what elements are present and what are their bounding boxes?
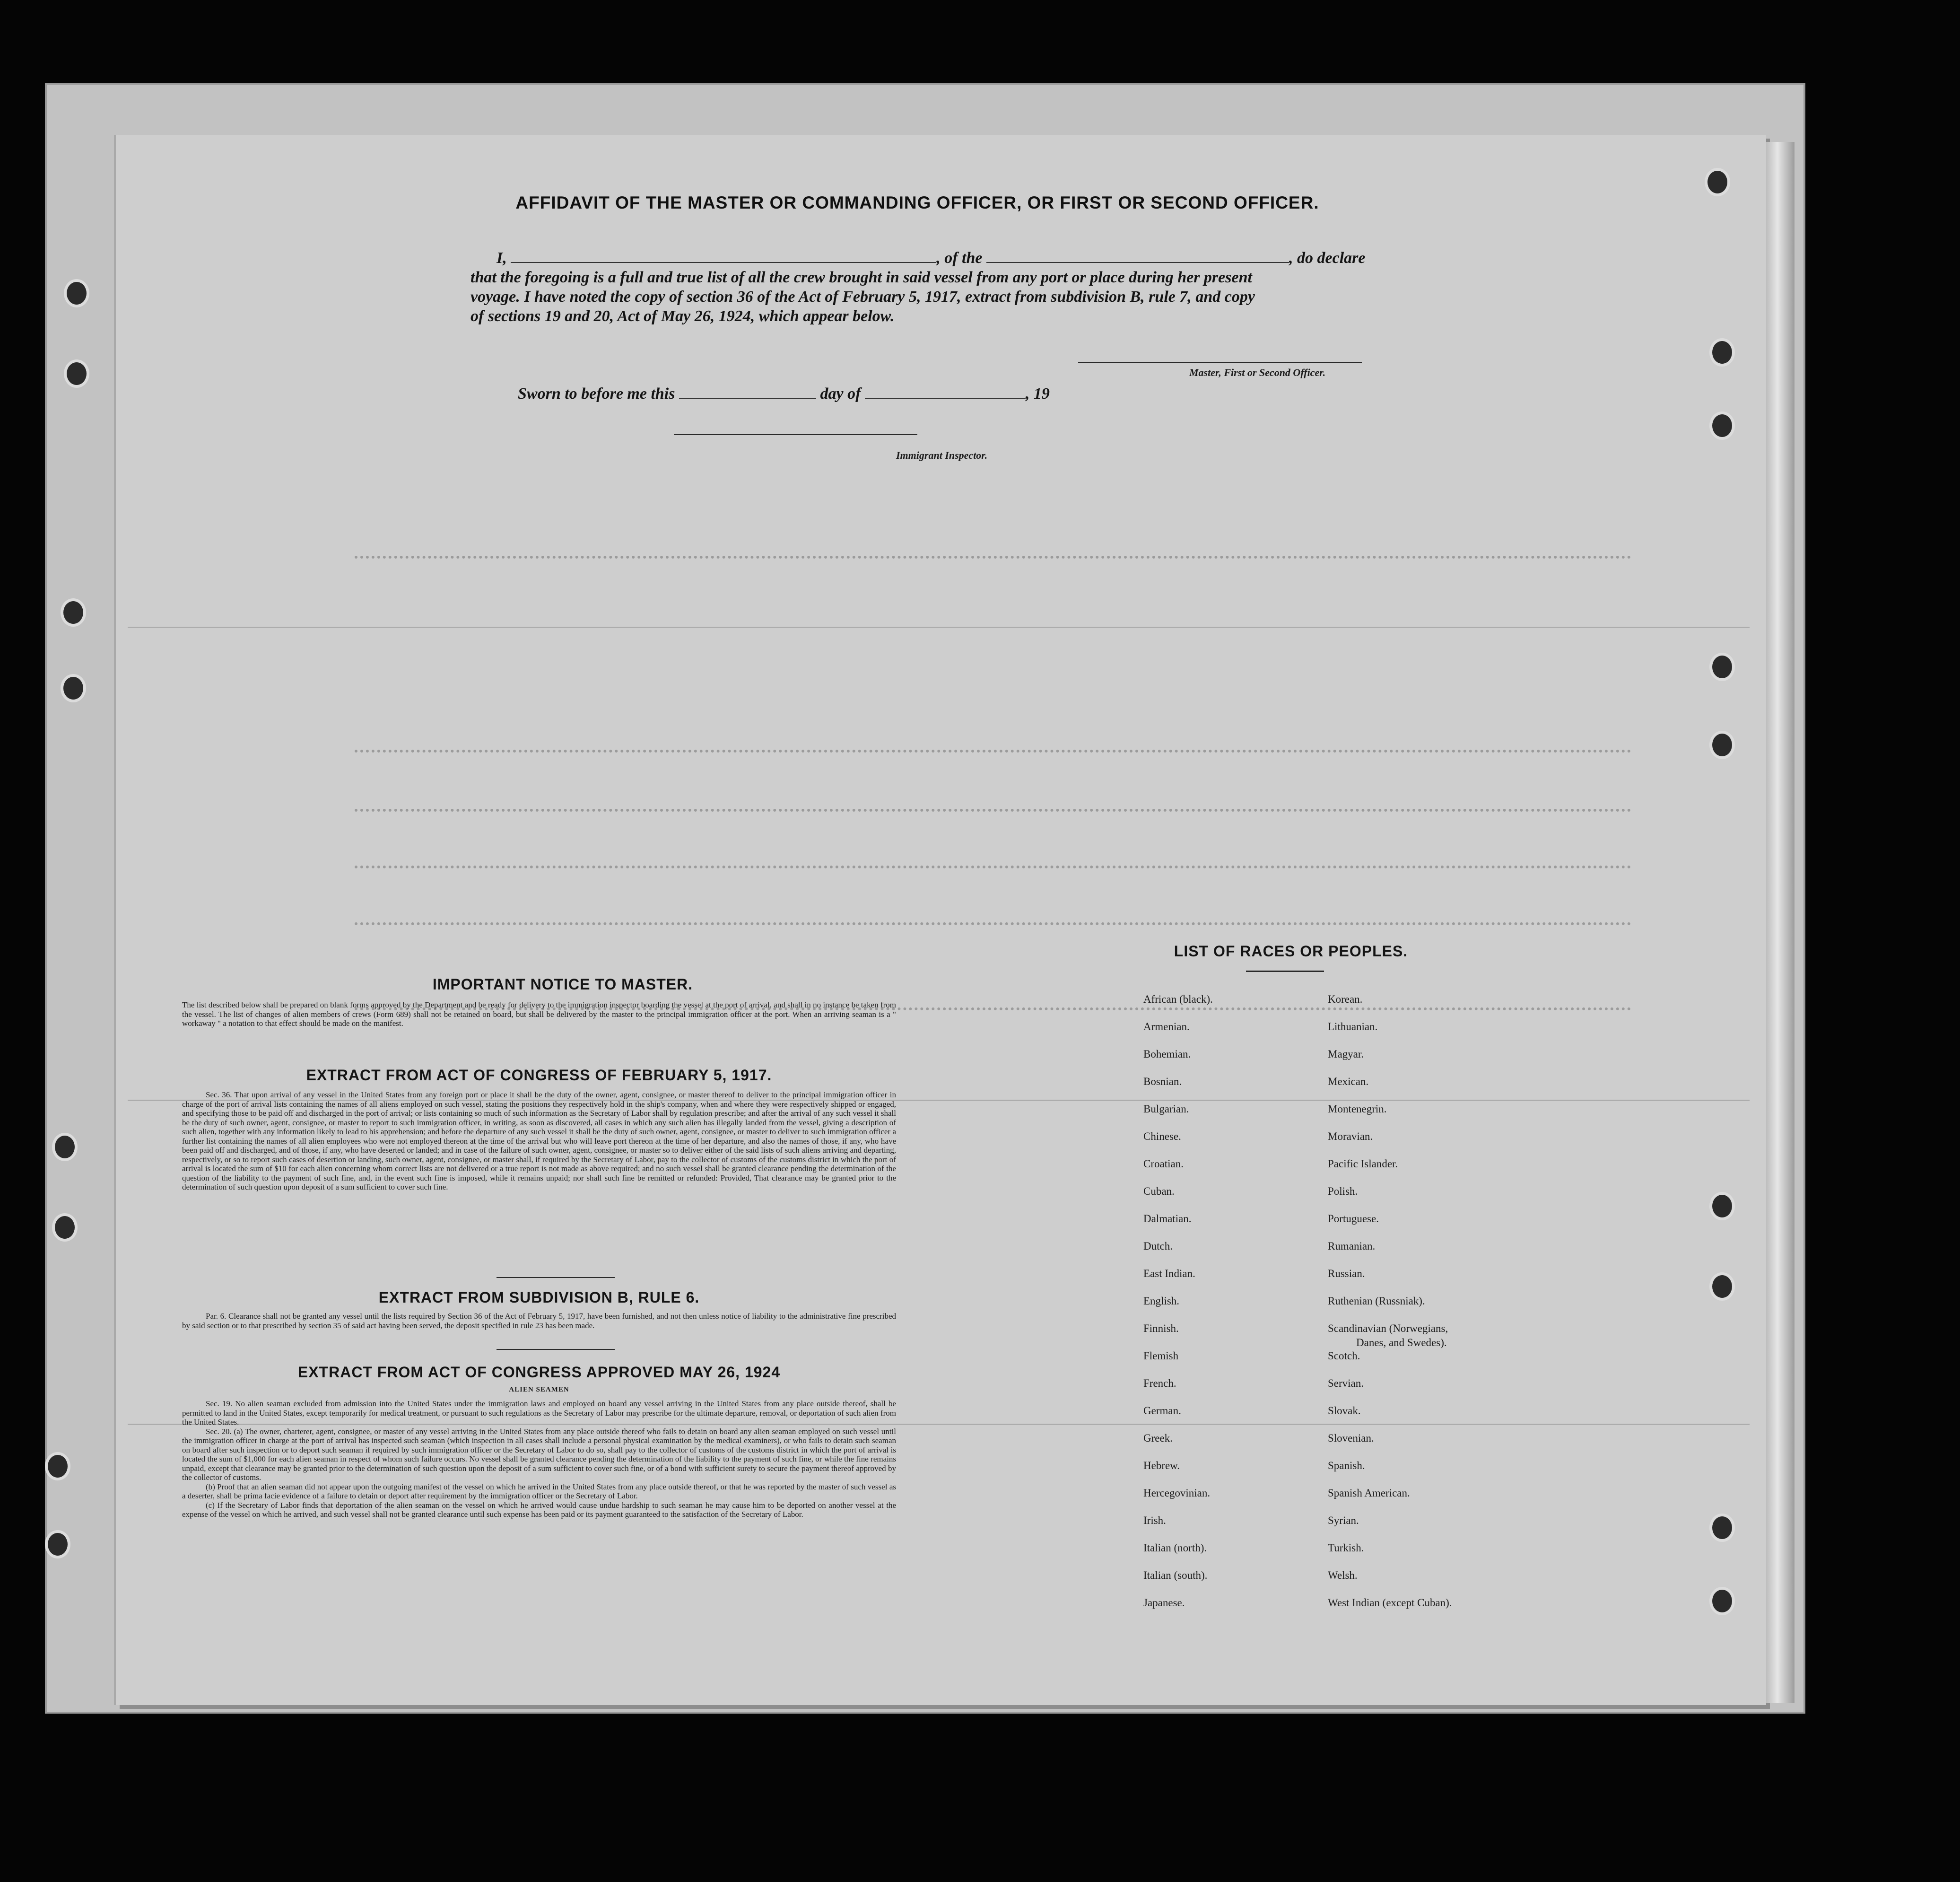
binder-hole bbox=[1709, 1587, 1735, 1615]
race-item-text: Hercegovinian. bbox=[1143, 1487, 1211, 1499]
affidavit-line-2: that the foregoing is a full and true list of all the crew brought in said vessel from any port or place during her present bbox=[470, 269, 1252, 286]
race-item-left-22 bbox=[1143, 1596, 1213, 1623]
race-item-text: Dutch. bbox=[1143, 1240, 1173, 1252]
race-item-text: German. bbox=[1143, 1405, 1181, 1417]
race-item-right-19 bbox=[1328, 1514, 1452, 1541]
binder-hole bbox=[1709, 1192, 1735, 1220]
affidavit-i-label: I, bbox=[497, 249, 507, 267]
race-item-left-14 bbox=[1143, 1376, 1213, 1404]
race-item-text: Slovenian. bbox=[1328, 1432, 1374, 1444]
race-item-left-12 bbox=[1143, 1322, 1213, 1349]
race-item-left-10 bbox=[1143, 1267, 1213, 1294]
race-item-left-8 bbox=[1143, 1212, 1213, 1239]
races-title: LIST OF RACES OR PEOPLES. bbox=[1174, 943, 1408, 960]
notice-title: IMPORTANT NOTICE TO MASTER. bbox=[432, 976, 693, 993]
race-item-text: Pacific Islander. bbox=[1328, 1158, 1398, 1170]
race-item-left-6 bbox=[1143, 1157, 1213, 1184]
race-item-text: Magyar. bbox=[1328, 1048, 1364, 1060]
alien-seamen-subtitle: ALIEN SEAMEN bbox=[509, 1386, 569, 1393]
section-divider bbox=[497, 1277, 615, 1278]
binder-hole bbox=[1709, 731, 1735, 759]
race-item-left-0 bbox=[1143, 992, 1213, 1020]
affidavit-line-3: voyage. I have noted the copy of section 36 of the Act of February 5, 1917, extract from subdivision B, rule 7, and copy bbox=[470, 288, 1255, 306]
sworn-year: , 19 bbox=[1025, 385, 1050, 403]
sworn-line bbox=[518, 384, 1050, 403]
sworn-day-of: day of bbox=[820, 385, 861, 403]
race-item-text: Portuguese. bbox=[1328, 1213, 1379, 1225]
race-item-right-5 bbox=[1328, 1129, 1452, 1157]
race-item-text: African (black). bbox=[1143, 993, 1213, 1005]
affidavit-of-the-label: , of the bbox=[936, 249, 983, 267]
binder-hole bbox=[1709, 1514, 1735, 1542]
race-item-text: Turkish. bbox=[1328, 1542, 1364, 1554]
race-item-right-8 bbox=[1328, 1212, 1452, 1239]
race-item-right-0 bbox=[1328, 992, 1452, 1020]
race-item-text: Italian (south). bbox=[1143, 1569, 1208, 1581]
sec20a-text: Sec. 20. (a) The owner, charterer, agent, consignee, or master of any vessel arriving in the United States from any place outside thereof who fails to detain on board any alien seaman employed on such vessel until the immigration officer in charge at the port of arrival has inspected such seaman (which inspection in all cases shall include a personal physical examination by the medical examiners), or who fails to detain such seaman on board after such inspection or to deport such seaman if required by such immigration officer or the Secretary of Labor to do so, shall pay to the collector of customs of the customs district in which the port of arrival is located the sum of $1,000 for each alien seaman in respect of whom such failure occurs. No vessel shall be granted clearance pending the determination of the liability to the payment of such fine, or while the fine remains unpaid, except that clearance may be granted prior to the determination of such question upon the deposit of a sum sufficient to cover such fine, or of a bond with sufficient surety to secure the payment thereof approved by the collector of customs. bbox=[182, 1427, 896, 1482]
race-item-text: Scandinavian (Norwegians, bbox=[1328, 1322, 1448, 1334]
binder-hole bbox=[52, 1133, 78, 1161]
race-item-right-10 bbox=[1328, 1267, 1452, 1294]
race-item-text: Montenegrin. bbox=[1328, 1103, 1387, 1115]
affidavit-body bbox=[470, 248, 1397, 326]
race-item-text: Irish. bbox=[1143, 1514, 1166, 1526]
race-item-text: Scotch. bbox=[1328, 1350, 1360, 1362]
sec19-text: Sec. 19. No alien seaman excluded from admission into the United States under the immigration laws and employed on board any vessel arriving in the United States from any place outside thereof, shall be permitted to land in the United States, except temporarily for medical treatment, or pursuant to such regulations as the Secretary of Labor may prescribe for the ultimate departure, removal, or deportation of such alien from the United States. bbox=[182, 1399, 896, 1427]
race-item-right-6 bbox=[1328, 1157, 1452, 1184]
race-item-text: Bulgarian. bbox=[1143, 1103, 1189, 1115]
race-item-text: Finnish. bbox=[1143, 1322, 1179, 1334]
race-item-left-18 bbox=[1143, 1486, 1213, 1514]
race-item-right-17 bbox=[1328, 1459, 1452, 1486]
inspector-signature-label: Immigrant Inspector. bbox=[896, 449, 988, 461]
race-item-left-4 bbox=[1143, 1102, 1213, 1129]
race-item-right-15 bbox=[1328, 1404, 1452, 1431]
race-item-text: Bosnian. bbox=[1143, 1076, 1182, 1087]
section-divider bbox=[497, 1349, 615, 1350]
race-item-text: Welsh. bbox=[1328, 1569, 1358, 1581]
binder-hole bbox=[45, 1452, 70, 1480]
race-item-text: Dalmatian. bbox=[1143, 1213, 1192, 1225]
race-item-text: Armenian. bbox=[1143, 1021, 1190, 1033]
race-item-left-1 bbox=[1143, 1020, 1213, 1047]
race-item-text: Mexican. bbox=[1328, 1076, 1369, 1087]
binder-hole bbox=[1709, 411, 1735, 440]
race-item-text: Spanish. bbox=[1328, 1460, 1365, 1471]
affidavit-title: AFFIDAVIT OF THE MASTER OR COMMANDING OFFICER, OR FIRST OR SECOND OFFICER. bbox=[515, 193, 1319, 212]
extract-rule6-title: EXTRACT FROM SUBDIVISION B, RULE 6. bbox=[378, 1289, 700, 1306]
extract-rule6-text: Par. 6. Clearance shall not be granted any vessel until the lists required by Section 36 of the Act of February 5, 1917, have been furnished, and not then unless notice of liability to the administrative fine prescribed by said section or to that prescribed by section 35 of said act having been served, the deposit specified in rule 23 has been made. bbox=[182, 1312, 896, 1330]
extract-1924-title: EXTRACT FROM ACT OF CONGRESS APPROVED MAY 26, 1924 bbox=[297, 1364, 781, 1381]
race-item-left-3 bbox=[1143, 1075, 1213, 1102]
race-item-left-5 bbox=[1143, 1129, 1213, 1157]
race-item-text: Russian. bbox=[1328, 1268, 1365, 1279]
bleed-through-rule bbox=[128, 627, 1750, 628]
race-item-text: Japanese. bbox=[1143, 1597, 1185, 1609]
race-item-right-4 bbox=[1328, 1102, 1452, 1129]
race-item-right-1 bbox=[1328, 1020, 1452, 1047]
race-item-text: Italian (north). bbox=[1143, 1542, 1207, 1554]
race-item-left-15 bbox=[1143, 1404, 1213, 1431]
race-item-text: Danes, and Swedes). bbox=[1356, 1337, 1447, 1348]
race-item-left-2 bbox=[1143, 1047, 1213, 1075]
race-item-text: English. bbox=[1143, 1295, 1180, 1307]
race-item-text: Rumanian. bbox=[1328, 1240, 1376, 1252]
race-item-text: Moravian. bbox=[1328, 1130, 1373, 1142]
race-item-left-20 bbox=[1143, 1541, 1213, 1568]
race-item-right-7 bbox=[1328, 1184, 1452, 1212]
race-item-right-3 bbox=[1328, 1075, 1452, 1102]
affidavit-line-4: of sections 19 and 20, Act of May 26, 1924, which appear below. bbox=[470, 307, 895, 325]
race-item-left-13 bbox=[1143, 1349, 1213, 1376]
race-item-text: Polish. bbox=[1328, 1185, 1358, 1197]
race-item-text: Syrian. bbox=[1328, 1514, 1359, 1526]
race-item-left-11 bbox=[1143, 1294, 1213, 1322]
race-item-text: Croatian. bbox=[1143, 1158, 1184, 1170]
affidavit-line-1 bbox=[470, 248, 1397, 268]
binding-edge bbox=[1766, 142, 1794, 1703]
race-item-text: Hebrew. bbox=[1143, 1460, 1180, 1471]
race-item-text: Spanish American. bbox=[1328, 1487, 1410, 1499]
race-item-text: Servian. bbox=[1328, 1377, 1364, 1389]
binder-hole bbox=[52, 1213, 78, 1242]
race-item-text: East Indian. bbox=[1143, 1268, 1195, 1279]
race-item-right-21 bbox=[1328, 1568, 1452, 1596]
sec20b-text: (b) Proof that an alien seaman did not appear upon the outgoing manifest of the vessel on which he arrived in the United States from any place outside thereof, or that he was reported by the master of such vessel as a deserter, shall be prima facie evidence of a failure to detain or deport after requirement by the immigration officer or the Secretary of Labor. bbox=[182, 1482, 896, 1500]
master-signature-line[interactable] bbox=[1078, 362, 1362, 363]
sec20c-text: (c) If the Secretary of Labor finds that deportation of the alien seaman on the vessel on which he arrived would cause undue hardship to such seaman he may cause him to be deported on another vessel at the expense of the vessel on which he arrived, and such vessel shall not be granted clearance until such expense has been paid or its payment guaranteed to the satisfaction of the Secretary of Labor. bbox=[182, 1500, 896, 1519]
binder-hole bbox=[1709, 653, 1735, 681]
race-item-text: Cuban. bbox=[1143, 1185, 1175, 1197]
binder-hole bbox=[1709, 1272, 1735, 1301]
binder-hole bbox=[61, 598, 86, 627]
sworn-day-blank[interactable] bbox=[679, 385, 816, 399]
race-item-text: Chinese. bbox=[1143, 1130, 1181, 1142]
race-item-text: French. bbox=[1143, 1377, 1176, 1389]
binder-hole bbox=[1709, 338, 1735, 367]
race-item-right-16 bbox=[1328, 1431, 1452, 1459]
race-item-right-14 bbox=[1328, 1376, 1452, 1404]
race-item-text: Ruthenian (Russniak). bbox=[1328, 1295, 1425, 1307]
race-item-left-17 bbox=[1143, 1459, 1213, 1486]
race-item-right-11 bbox=[1328, 1294, 1452, 1322]
race-item-text: Bohemian. bbox=[1143, 1048, 1191, 1060]
race-item-text: Slovak. bbox=[1328, 1405, 1361, 1417]
notice-text: The list described below shall be prepared on blank forms approved by the Department and be ready for delivery to the immigration inspector boarding the vessel at the port of arrival, and shall in no instance be taken from the vessel. The list of changes of alien members of crews (Form 689) shall not be retained on board, but shall be delivered by the master to the principal immigration officer at the port. When an arriving seaman is a " workaway " a notation to that effect should be made on the manifest. bbox=[182, 1000, 896, 1028]
races-left-column bbox=[1143, 992, 1213, 1623]
bleed-through-row bbox=[355, 866, 1631, 869]
binder-hole bbox=[45, 1530, 70, 1558]
race-item-right-13 bbox=[1328, 1349, 1452, 1376]
race-item-text: Korean. bbox=[1328, 993, 1363, 1005]
race-item-left-21 bbox=[1143, 1568, 1213, 1596]
inspector-signature-line[interactable] bbox=[674, 434, 917, 435]
races-title-underline bbox=[1246, 971, 1324, 972]
race-item-text: Greek. bbox=[1143, 1432, 1173, 1444]
binder-hole bbox=[64, 359, 89, 388]
race-item-right-22 bbox=[1328, 1596, 1452, 1623]
race-item-right-9 bbox=[1328, 1239, 1452, 1267]
race-item-left-9 bbox=[1143, 1239, 1213, 1267]
race-item-left-7 bbox=[1143, 1184, 1213, 1212]
race-item-right-2 bbox=[1328, 1047, 1452, 1075]
name-blank[interactable] bbox=[511, 249, 936, 263]
binder-hole bbox=[61, 674, 86, 702]
race-item-right-18 bbox=[1328, 1486, 1452, 1514]
binder-hole bbox=[1705, 168, 1730, 196]
binder-hole bbox=[64, 279, 89, 307]
race-item-text: Flemish bbox=[1143, 1350, 1179, 1362]
sworn-month-blank[interactable] bbox=[865, 385, 1026, 399]
race-item-left-16 bbox=[1143, 1431, 1213, 1459]
master-signature-label: Master, First or Second Officer. bbox=[1189, 367, 1326, 378]
bleed-through-row bbox=[355, 750, 1631, 753]
extract-1917-text: Sec. 36. That upon arrival of any vessel in the United States from any foreign port or place it shall be the duty of the owner, agent, consignee, or master thereof to deliver to the principal immigration officer in charge of the port of arrival lists containing the names of all aliens employed on such vessel, stating the positions they respectively hold in the ship's company, when and where they were respectively shipped or engaged, and specifying those to be paid off and discharged in the port of arrival; or lists containing so much of such information as the Secretary of Labor shall by regulation prescribe; and after the arrival of any such vessel it shall be the duty of such owner, agent, consignee, or master to report to such immigration officer, in writing, as soon as discovered, all cases in which any such alien has illegally landed from the vessel, giving a description of such alien, together with any information likely to lead to his apprehension; and before the departure of any such vessel it shall be the duty of such owner, agent, consignee, or master to deliver to such immigration officer a further list containing the names of all alien employees who were not employed thereon at the time of the arrival but who will leave port thereon at the time of her departure, and also the names of those, if any, who have been paid off and discharged, and of those, if any, who have deserted or landed; and in case of the failure of such owner, agent, consignee, or master so to deliver either of the said lists of such aliens arriving and departing, respectively, or so to report such cases of desertion or landing, such owner, agent, consignee, or master shall, if required by the Secretary of Labor, pay to the collector of customs of the customs district in which the port of arrival is located the sum of $10 for each alien concerning whom correct lists are not delivered or a true report is not made as above required; and no such vessel shall be granted clearance pending the determination of the question of the liability to the payment of such fine, and, in the event such fine is imposed, while it remains unpaid; nor shall such fine be remitted or refunded: Provided, That clearance may be granted prior to the determination of such question upon deposit of a sum sufficient to cover such fine. bbox=[182, 1090, 896, 1191]
bleed-through-row bbox=[355, 809, 1631, 813]
race-item-right-12 bbox=[1328, 1322, 1452, 1349]
race-item-left-19 bbox=[1143, 1514, 1213, 1541]
extract-1924-body bbox=[182, 1399, 896, 1519]
vessel-blank[interactable] bbox=[986, 249, 1289, 263]
bleed-through-row bbox=[355, 922, 1631, 926]
sworn-prefix: Sworn to before me this bbox=[518, 385, 675, 403]
extract-1917-title: EXTRACT FROM ACT OF CONGRESS OF FEBRUARY 5, 1917. bbox=[306, 1067, 772, 1084]
races-right-column bbox=[1328, 992, 1452, 1623]
race-item-text: Lithuanian. bbox=[1328, 1021, 1378, 1033]
bleed-through-row bbox=[355, 556, 1631, 560]
race-item-right-20 bbox=[1328, 1541, 1452, 1568]
race-item-text: West Indian (except Cuban). bbox=[1328, 1597, 1452, 1609]
affidavit-declare-label: , do declare bbox=[1289, 249, 1366, 267]
